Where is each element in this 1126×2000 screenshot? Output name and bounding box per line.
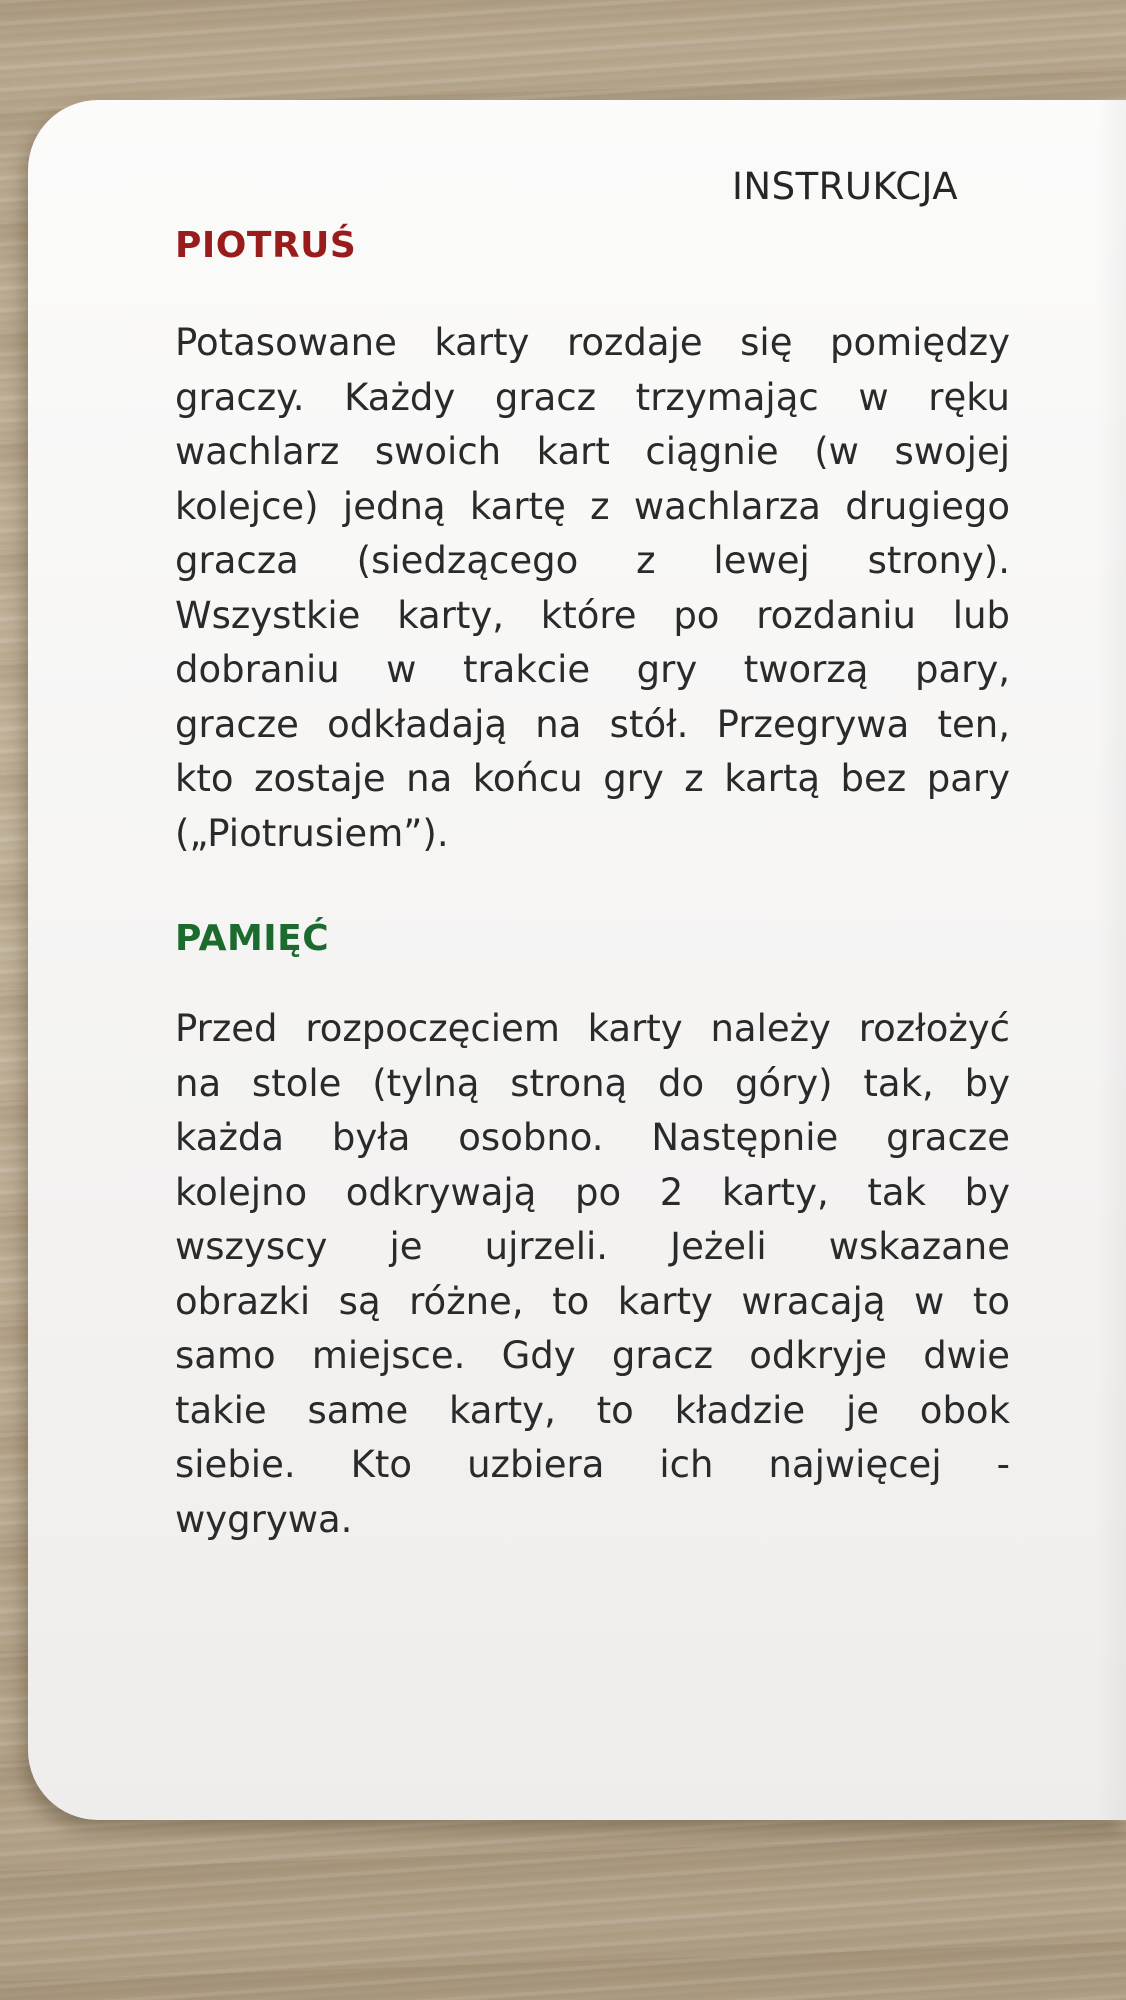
section-title-pamiec: PAMIĘĆ: [175, 918, 330, 959]
text-line: wygrywa.: [175, 1497, 353, 1541]
card-edge-shading: [1096, 100, 1126, 1820]
text-line: na stole (tylną stroną do góry) tak, by: [175, 1061, 1010, 1105]
text-line: Wszystkie karty, które po rozdaniu lub: [175, 593, 1010, 637]
card-header-label: INSTRUKCJA: [732, 165, 959, 208]
section-title-piotrus: PIOTRUŚ: [175, 225, 357, 266]
text-line: gracze odkładają na stół. Przegrywa ten,: [175, 702, 1010, 746]
text-line: gracza (siedzącego z lewej strony).: [175, 539, 1010, 582]
text-line: wszyscy je ujrzeli. Jeżeli wskazane: [175, 1225, 1010, 1268]
text-line: kolejno odkrywają po 2 karty, tak by: [175, 1170, 1010, 1214]
section-text-piotrus: [175, 316, 1010, 861]
text-line: wachlarz swoich kart ciągnie (w swojej: [175, 430, 1010, 473]
text-line: kto zostaje na końcu gry z kartą bez pary: [175, 757, 1010, 800]
section-text-pamiec: [175, 1002, 1010, 1547]
text-line: każda była osobno. Następnie gracze: [175, 1116, 1010, 1159]
text-line: kolejce) jedną kartę z wachlarza drugiego: [175, 484, 1010, 528]
text-line: („Piotrusiem”).: [175, 811, 449, 855]
text-line: obrazki są różne, to karty wracają w to: [175, 1279, 1010, 1323]
text-line: takie same karty, to kładzie je obok: [175, 1388, 1010, 1432]
text-line: Potasowane karty rozdaje się pomiędzy: [175, 321, 1010, 364]
text-line: siebie. Kto uzbiera ich najwięcej -: [175, 1443, 1010, 1486]
text-line: samo miejsce. Gdy gracz odkryje dwie: [175, 1334, 1010, 1377]
text-line: dobraniu w trakcie gry tworzą pary,: [175, 648, 1010, 691]
text-line: Przed rozpoczęciem karty należy rozłożyć: [175, 1007, 1010, 1050]
text-line: graczy. Każdy gracz trzymając w ręku: [175, 375, 1010, 419]
